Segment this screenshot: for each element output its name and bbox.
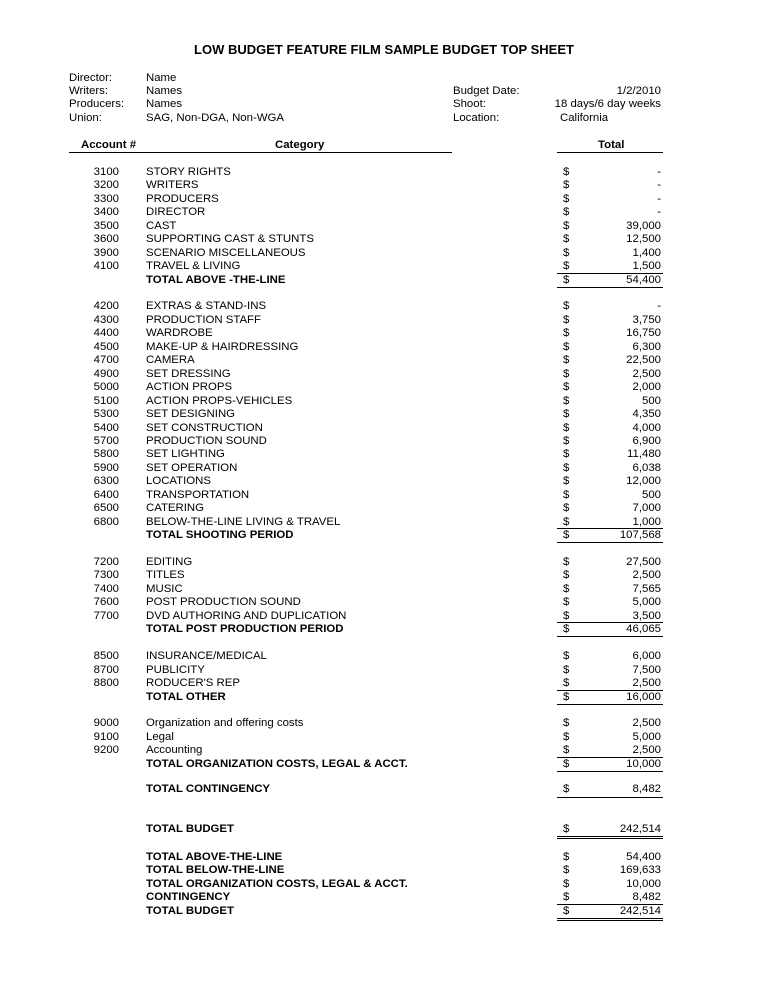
line-item-total: 1,000 (632, 516, 661, 528)
section-subtotal-currency: $ (563, 691, 570, 703)
line-item-account: 4200 (93, 300, 119, 312)
line-item-total: 12,000 (626, 475, 661, 487)
line-item-currency: $ (563, 664, 570, 676)
line-item-category: PRODUCTION SOUND (146, 435, 267, 447)
subtotal-underline (557, 636, 663, 637)
header-underline-right (557, 152, 663, 153)
location-value: California (560, 112, 609, 124)
line-item-total: 6,900 (632, 435, 661, 447)
subtotal-underline (557, 704, 663, 705)
line-item-account: 3600 (93, 233, 119, 245)
line-item-account: 5700 (93, 435, 119, 447)
summary-underline-2 (557, 920, 663, 921)
line-item-total: 3,500 (632, 610, 661, 622)
line-item-category: STORY RIGHTS (146, 166, 231, 178)
line-item-total: 39,000 (626, 220, 661, 232)
line-item-account: 7400 (93, 583, 119, 595)
producers-label: Producers: (69, 98, 125, 110)
line-item-currency: $ (563, 502, 570, 514)
line-item-category: POST PRODUCTION SOUND (146, 596, 301, 608)
line-item-currency: $ (563, 260, 570, 272)
summary-item-category: TOTAL ORGANIZATION COSTS, LEGAL & ACCT. (146, 878, 408, 890)
line-item-category: ACTION PROPS-VEHICLES (146, 395, 293, 407)
line-item-category: Legal (146, 731, 174, 743)
section-subtotal-category: TOTAL OTHER (146, 691, 226, 703)
section-subtotal-category: TOTAL POST PRODUCTION PERIOD (146, 623, 344, 635)
section-subtotal-currency: $ (563, 274, 570, 286)
line-item-currency: $ (563, 395, 570, 407)
line-item-account: 3900 (93, 247, 119, 259)
line-item-currency: $ (563, 233, 570, 245)
line-item-currency: $ (563, 462, 570, 474)
line-item-account: 7600 (93, 596, 119, 608)
summary-item-total: 242,514 (619, 905, 661, 917)
summary-item-category: TOTAL BELOW-THE-LINE (146, 864, 285, 876)
line-item-category: PUBLICITY (146, 664, 205, 676)
section-subtotal-total: 16,000 (626, 691, 661, 703)
line-item-category: MUSIC (146, 583, 183, 595)
line-item-category: Accounting (146, 744, 203, 756)
line-item-category: TRANSPORTATION (146, 489, 250, 501)
section-subtotal-category: TOTAL SHOOTING PERIOD (146, 529, 294, 541)
line-item-currency: $ (563, 744, 570, 756)
line-item-category: TRAVEL & LIVING (146, 260, 241, 272)
summary-item-total: 169,633 (619, 864, 661, 876)
line-item-total: - (657, 166, 661, 178)
line-item-currency: $ (563, 731, 570, 743)
producers-value: Names (146, 98, 183, 110)
line-item-currency: $ (563, 300, 570, 312)
union-label: Union: (69, 112, 102, 124)
shoot-label: Shoot: (453, 98, 486, 110)
line-item-account: 5800 (93, 448, 119, 460)
line-item-category: SET LIGHTING (146, 448, 225, 460)
line-item-account: 4900 (93, 368, 119, 380)
line-item-currency: $ (563, 247, 570, 259)
summary-item-total: 8,482 (632, 891, 661, 903)
location-label: Location: (453, 112, 500, 124)
header-underline-left (69, 152, 452, 153)
line-item-category: DVD AUTHORING AND DUPLICATION (146, 610, 347, 622)
line-item-account: 7700 (93, 610, 119, 622)
line-item-account: 5100 (93, 395, 119, 407)
summary-item-currency: $ (563, 891, 570, 903)
summary-item-currency: $ (563, 905, 570, 917)
line-item-currency: $ (563, 193, 570, 205)
line-item-total: 27,500 (626, 556, 661, 568)
line-item-category: CAMERA (146, 354, 195, 366)
category-header: Category (275, 139, 325, 151)
line-item-currency: $ (563, 448, 570, 460)
subtotal-underline (557, 287, 663, 288)
line-item-category: SCENARIO MISCELLANEOUS (146, 247, 306, 259)
line-item-category: MAKE-UP & HAIRDRESSING (146, 341, 299, 353)
line-item-account: 6800 (93, 516, 119, 528)
line-item-category: SET DESIGNING (146, 408, 236, 420)
line-item-category: TITLES (146, 569, 185, 581)
line-item-account: 6500 (93, 502, 119, 514)
subtotal-underline (557, 771, 663, 772)
summary-item-currency: $ (563, 864, 570, 876)
director-label: Director: (69, 72, 113, 84)
line-item-account: 6300 (93, 475, 119, 487)
line-item-account: 5300 (93, 408, 119, 420)
line-item-total: 7,000 (632, 502, 661, 514)
writers-value: Names (146, 85, 183, 97)
subtotal-underline (557, 542, 663, 543)
line-item-currency: $ (563, 677, 570, 689)
line-item-total: 1,500 (632, 260, 661, 272)
line-item-currency: $ (563, 435, 570, 447)
line-item-category: CAST (146, 220, 177, 232)
line-item-account: 8500 (93, 650, 119, 662)
total-budget-currency: $ (563, 823, 570, 835)
line-item-currency: $ (563, 314, 570, 326)
total-budget-total: 242,514 (619, 823, 661, 835)
line-item-currency: $ (563, 354, 570, 366)
line-item-category: ACTION PROPS (146, 381, 233, 393)
section-subtotal-total: 46,065 (626, 623, 661, 635)
line-item-account: 5400 (93, 422, 119, 434)
line-item-account: 3200 (93, 179, 119, 191)
section-subtotal-total: 107,568 (619, 529, 661, 541)
line-item-currency: $ (563, 422, 570, 434)
line-item-total: 500 (641, 489, 661, 501)
line-item-total: 4,000 (632, 422, 661, 434)
line-item-account: 7300 (93, 569, 119, 581)
section-subtotal-total: 54,400 (626, 274, 661, 286)
line-item-account: 8700 (93, 664, 119, 676)
line-item-currency: $ (563, 327, 570, 339)
section-subtotal-currency: $ (563, 758, 570, 770)
line-item-category: INSURANCE/MEDICAL (146, 650, 267, 662)
line-item-total: 4,350 (632, 408, 661, 420)
section-subtotal-currency: $ (563, 623, 570, 635)
total-header: Total (598, 139, 625, 151)
section-subtotal-category: TOTAL ABOVE -THE-LINE (146, 274, 286, 286)
line-item-currency: $ (563, 368, 570, 380)
summary-item-category: TOTAL ABOVE-THE-LINE (146, 851, 283, 863)
line-item-currency: $ (563, 489, 570, 501)
line-item-account: 4300 (93, 314, 119, 326)
sheet-title: LOW BUDGET FEATURE FILM SAMPLE BUDGET TOP SHEET (194, 42, 574, 57)
line-item-currency: $ (563, 166, 570, 178)
line-item-category: SUPPORTING CAST & STUNTS (146, 233, 314, 245)
line-item-category: PRODUCTION STAFF (146, 314, 261, 326)
line-item-total: - (657, 206, 661, 218)
line-item-total: 2,500 (632, 717, 661, 729)
line-item-category: WARDROBE (146, 327, 213, 339)
line-item-account: 8800 (93, 677, 119, 689)
line-item-total: 5,000 (632, 731, 661, 743)
line-item-category: Organization and offering costs (146, 717, 304, 729)
budget-date-label: Budget Date: (453, 85, 520, 97)
line-item-total: 6,300 (632, 341, 661, 353)
line-item-currency: $ (563, 408, 570, 420)
summary-item-currency: $ (563, 878, 570, 890)
line-item-total: - (657, 300, 661, 312)
line-item-total: 2,500 (632, 368, 661, 380)
line-item-currency: $ (563, 583, 570, 595)
line-item-currency: $ (563, 717, 570, 729)
line-item-account: 9100 (93, 731, 119, 743)
line-item-total: 5,000 (632, 596, 661, 608)
line-item-account: 9000 (93, 717, 119, 729)
line-item-total: 2,500 (632, 677, 661, 689)
total-budget-underline-2 (557, 838, 663, 839)
summary-item-total: 10,000 (626, 878, 661, 890)
line-item-account: 4500 (93, 341, 119, 353)
line-item-total: 2,000 (632, 381, 661, 393)
line-item-total: - (657, 179, 661, 191)
budget-date-value: 1/2/2010 (616, 85, 661, 97)
line-item-account: 5000 (93, 381, 119, 393)
section-subtotal-category: TOTAL ORGANIZATION COSTS, LEGAL & ACCT. (146, 758, 408, 770)
contingency-underline (557, 797, 663, 798)
line-item-category: SET CONSTRUCTION (146, 422, 263, 434)
line-item-total: 6,038 (632, 462, 661, 474)
line-item-total: 16,750 (626, 327, 661, 339)
shoot-value: 18 days/6 day weeks (554, 98, 661, 110)
contingency-category: TOTAL CONTINGENCY (146, 783, 271, 795)
line-item-account: 3300 (93, 193, 119, 205)
line-item-currency: $ (563, 341, 570, 353)
line-item-category: EDITING (146, 556, 193, 568)
summary-item-category: TOTAL BUDGET (146, 905, 234, 917)
line-item-currency: $ (563, 569, 570, 581)
line-item-category: WRITERS (146, 179, 199, 191)
summary-item-total: 54,400 (626, 851, 661, 863)
line-item-currency: $ (563, 475, 570, 487)
line-item-category: RODUCER'S REP (146, 677, 240, 689)
line-item-total: 500 (641, 395, 661, 407)
line-item-total: 11,480 (627, 448, 661, 460)
total-budget-category: TOTAL BUDGET (146, 823, 234, 835)
summary-underline-1 (557, 918, 663, 919)
line-item-currency: $ (563, 650, 570, 662)
line-item-total: 2,500 (632, 744, 661, 756)
line-item-category: PRODUCERS (146, 193, 219, 205)
line-item-currency: $ (563, 596, 570, 608)
line-item-total: 3,750 (632, 314, 661, 326)
line-item-currency: $ (563, 556, 570, 568)
account-header: Account # (81, 139, 137, 151)
line-item-total: 6,000 (632, 650, 661, 662)
line-item-account: 9200 (93, 744, 119, 756)
line-item-account: 3400 (93, 206, 119, 218)
line-item-total: 7,565 (632, 583, 661, 595)
section-subtotal-total: 10,000 (626, 758, 661, 770)
line-item-total: - (657, 193, 661, 205)
line-item-account: 6400 (93, 489, 119, 501)
line-item-category: SET OPERATION (146, 462, 238, 474)
line-item-currency: $ (563, 516, 570, 528)
line-item-total: 1,400 (632, 247, 661, 259)
line-item-category: LOCATIONS (146, 475, 211, 487)
summary-item-category: CONTINGENCY (146, 891, 231, 903)
line-item-currency: $ (563, 381, 570, 393)
line-item-currency: $ (563, 206, 570, 218)
line-item-category: SET DRESSING (146, 368, 231, 380)
line-item-currency: $ (563, 220, 570, 232)
line-item-category: DIRECTOR (146, 206, 206, 218)
section-subtotal-currency: $ (563, 529, 570, 541)
total-budget-underline-1 (557, 836, 663, 837)
line-item-category: BELOW-THE-LINE LIVING & TRAVEL (146, 516, 341, 528)
line-item-account: 3100 (93, 166, 119, 178)
contingency-currency: $ (563, 783, 570, 795)
line-item-total: 12,500 (626, 233, 661, 245)
line-item-account: 3500 (93, 220, 119, 232)
summary-item-currency: $ (563, 851, 570, 863)
director-value: Name (146, 72, 177, 84)
line-item-account: 5900 (93, 462, 119, 474)
line-item-total: 2,500 (632, 569, 661, 581)
line-item-currency: $ (563, 610, 570, 622)
line-item-account: 4700 (93, 354, 119, 366)
line-item-total: 7,500 (632, 664, 661, 676)
line-item-account: 7200 (93, 556, 119, 568)
contingency-total: 8,482 (632, 783, 661, 795)
writers-label: Writers: (69, 85, 109, 97)
line-item-currency: $ (563, 179, 570, 191)
line-item-account: 4400 (93, 327, 119, 339)
line-item-total: 22,500 (626, 354, 661, 366)
line-item-category: EXTRAS & STAND-INS (146, 300, 267, 312)
line-item-category: CATERING (146, 502, 205, 514)
union-value: SAG, Non-DGA, Non-WGA (146, 112, 284, 124)
line-item-account: 4100 (93, 260, 119, 272)
